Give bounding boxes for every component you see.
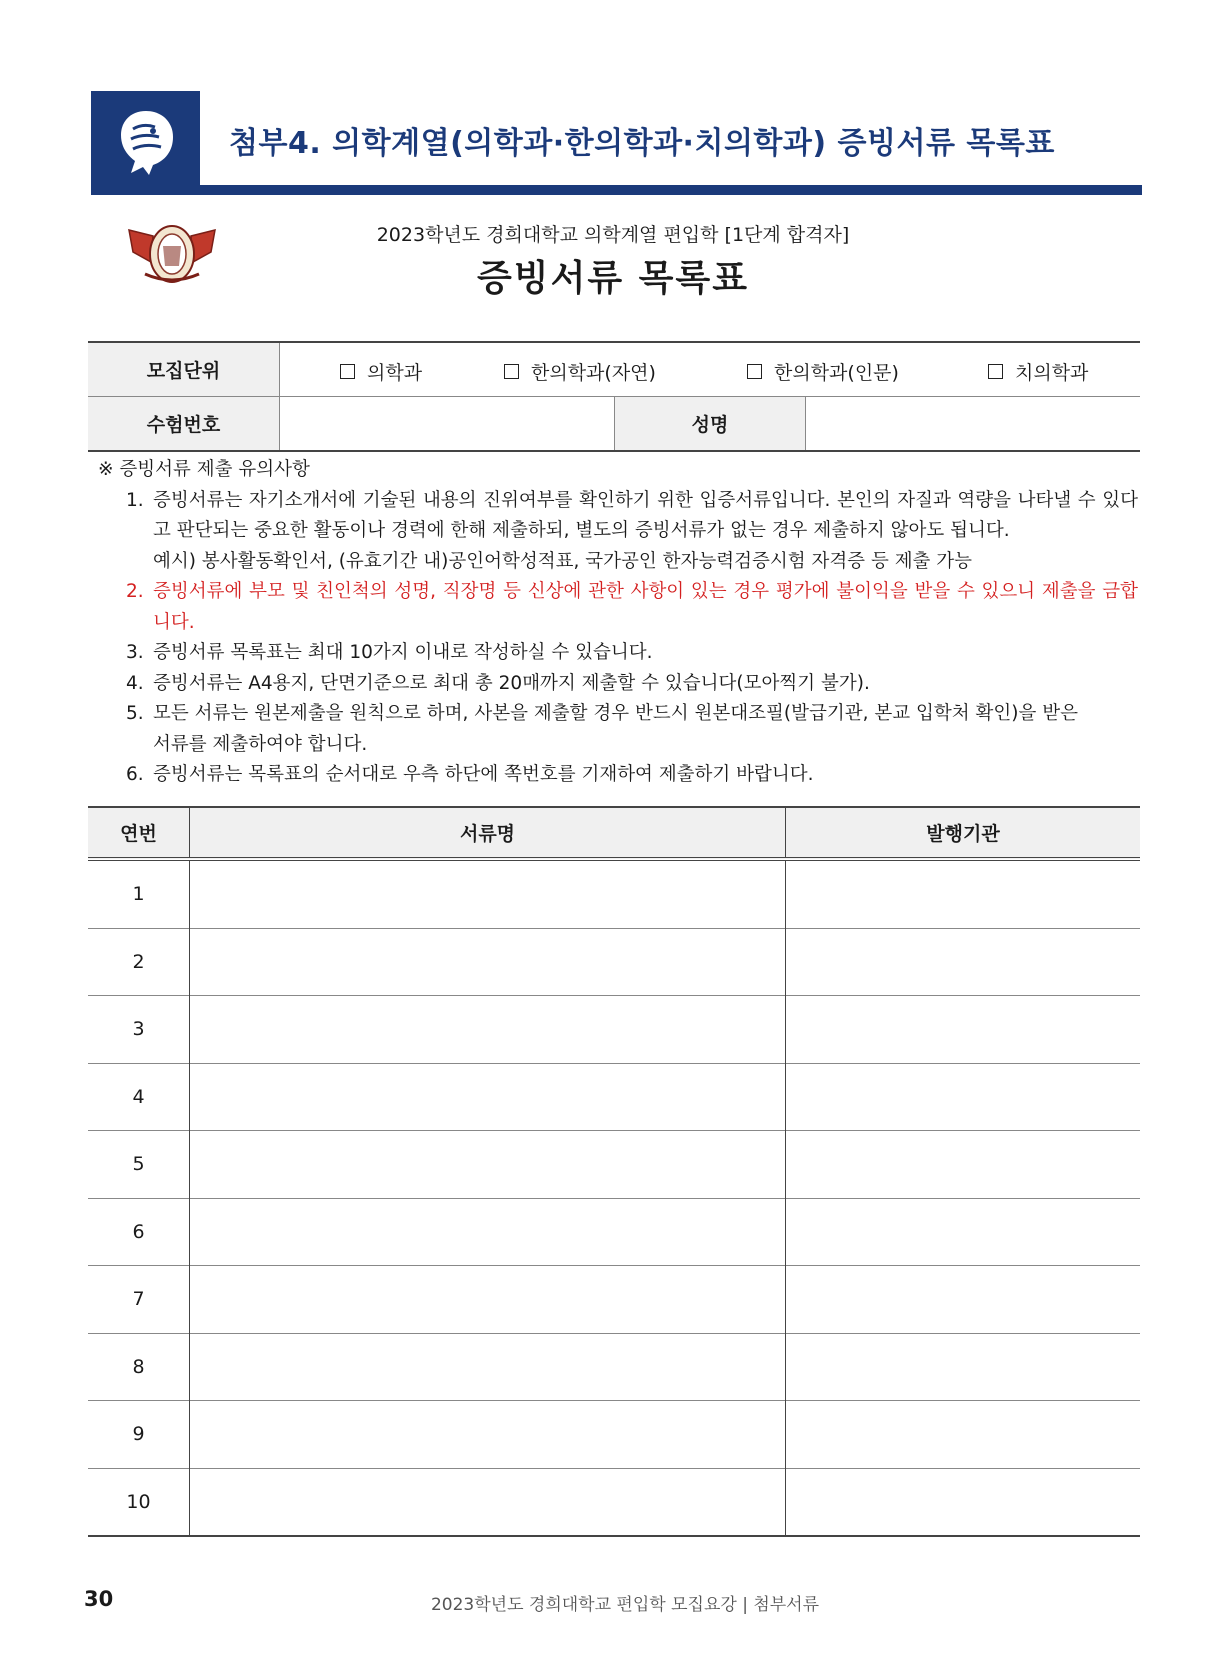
option-medicine[interactable]: [340, 358, 422, 385]
notes-list: [98, 486, 1138, 791]
row-number: 7: [88, 1266, 190, 1334]
col-header-document-name: 서류명: [190, 807, 786, 859]
unit-options-cell: [280, 342, 1141, 397]
note-item: [98, 760, 1138, 791]
option-dentistry[interactable]: [988, 358, 1088, 385]
page-number: 30: [84, 1587, 114, 1611]
documents-table: [88, 806, 1140, 1537]
document-name-cell[interactable]: [190, 859, 786, 928]
form-subtitle: [0, 220, 1226, 247]
note-text: 증빙서류는 A4용지, 단면기준으로 최대 총 20매까지 제출할 수 있습니다(모아찍기 불가).: [153, 672, 870, 694]
table-row: [88, 859, 1140, 928]
issuer-cell[interactable]: [786, 996, 1141, 1064]
table-row: [88, 996, 1140, 1064]
document-name-cell[interactable]: [190, 1131, 786, 1199]
note-example: 예시) 봉사활동확인서, (유효기간 내)공인어학성적표, 국가공인 한자능력검증시험 자격증 등 제출 가능: [153, 550, 973, 572]
row-number: 3: [88, 996, 190, 1064]
document-name-cell[interactable]: [190, 996, 786, 1064]
row-number: 2: [88, 928, 190, 996]
checkbox[interactable]: [747, 364, 762, 379]
note-text: 증빙서류에 부모 및 친인척의 성명, 직장명 등 신상에 관한 사항이 있는 경우 평가에 불이익을 받을 수 있으니 제출을 금합니다.: [153, 581, 1138, 633]
note-text: 증빙서류 목록표는 최대 10가지 이내로 작성하실 수 있습니다.: [153, 642, 653, 663]
note-number: 2.: [126, 581, 144, 602]
notes-heading: ※ 증빙서류 제출 유의사항: [98, 459, 310, 480]
document-name-cell[interactable]: [190, 1468, 786, 1536]
table-row: [88, 1198, 1140, 1266]
unit-label: 모집단위: [88, 342, 280, 397]
exam-no-label: 수험번호: [88, 397, 280, 452]
note-item: [98, 486, 1138, 578]
option-label: 한의학과(인문): [774, 362, 899, 384]
option-korean-medicine-humanities[interactable]: [747, 358, 899, 385]
document-name-cell[interactable]: [190, 1401, 786, 1469]
issuer-cell[interactable]: [786, 859, 1141, 928]
document-name-cell[interactable]: [190, 1266, 786, 1334]
note-number: 6.: [126, 764, 144, 785]
issuer-cell[interactable]: [786, 1063, 1141, 1131]
row-number: 4: [88, 1063, 190, 1131]
note-item: [98, 638, 1138, 669]
table-row: [88, 1468, 1140, 1536]
row-number: 8: [88, 1333, 190, 1401]
issuer-cell[interactable]: [786, 1131, 1141, 1199]
page-header-title: 첨부4. 의학계열(의학과·한의학과·치의학과) 증빙서류 목록표: [229, 126, 1055, 161]
row-number: 10: [88, 1468, 190, 1536]
document-name-cell[interactable]: [190, 1333, 786, 1401]
checkbox[interactable]: [340, 364, 355, 379]
option-label: 의학과: [367, 362, 423, 384]
note-number: 1.: [126, 489, 144, 511]
form-subtitle-text: 2023학년도 경희대학교 의학계열 편입학 [1단계 합격자]: [376, 224, 850, 246]
header-logo-box: [91, 91, 200, 195]
checkbox[interactable]: [988, 364, 1003, 379]
checkbox[interactable]: [504, 364, 519, 379]
issuer-cell[interactable]: [786, 1266, 1141, 1334]
option-korean-medicine-science[interactable]: [504, 358, 656, 385]
note-number: 4.: [126, 672, 144, 694]
note-text: 모든 서류는 원본제출을 원칙으로 하며, 사본을 제출할 경우 반드시 원본대조필(발급기관, 본교 입학처 확인)을 받은 서류를 제출하여야 합니다.: [153, 703, 1078, 755]
table-row: [88, 1401, 1140, 1469]
note-text: 증빙서류는 자기소개서에 기술된 내용의 진위여부를 확인하기 위한 입증서류입니다. 본인의 자질과 역량을 나타낼 수 있다고 판단되는 중요한 활동이나 경력에 한해 제출하되, 별도의 증빙서류가 없는 경우 제출하지 않아도 됩니다.: [153, 489, 1138, 541]
document-name-cell[interactable]: [190, 928, 786, 996]
table-row: [88, 1131, 1140, 1199]
col-header-issuer: 발행기관: [786, 807, 1141, 859]
issuer-cell[interactable]: [786, 1333, 1141, 1401]
table-row: [88, 1266, 1140, 1334]
submission-notes: [98, 455, 1138, 791]
form-title: 증빙서류 목록표: [477, 258, 749, 299]
table-row: [88, 1063, 1140, 1131]
option-label: 한의학과(자연): [531, 362, 656, 384]
row-number: 1: [88, 859, 190, 928]
note-item: [98, 699, 1138, 760]
issuer-cell[interactable]: [786, 1401, 1141, 1469]
table-header-row: [88, 807, 1140, 859]
documents-table-body: [88, 859, 1140, 1536]
name-label: 성명: [615, 397, 806, 452]
row-number: 6: [88, 1198, 190, 1266]
col-header-number: 연번: [88, 807, 190, 859]
issuer-cell[interactable]: [786, 1198, 1141, 1266]
row-number: 9: [88, 1401, 190, 1469]
option-label: 치의학과: [1015, 362, 1089, 384]
row-number: 5: [88, 1131, 190, 1199]
table-row: [88, 928, 1140, 996]
note-item-warning: [98, 577, 1138, 638]
note-item: [98, 669, 1138, 700]
name-field[interactable]: [806, 397, 1141, 452]
page-footer: 2023학년도 경희대학교 편입학 모집요강 | 첨부서류: [430, 1595, 820, 1615]
issuer-cell[interactable]: [786, 928, 1141, 996]
document-name-cell[interactable]: [190, 1063, 786, 1131]
note-text: 증빙서류는 목록표의 순서대로 우측 하단에 쪽번호를 기재하여 제출하기 바랍니다.: [153, 764, 814, 785]
note-number: 5.: [126, 703, 144, 724]
document-name-cell[interactable]: [190, 1198, 786, 1266]
header-rule: [91, 185, 1142, 195]
lion-logo-icon: [113, 107, 179, 179]
issuer-cell[interactable]: [786, 1468, 1141, 1536]
applicant-info-table: [88, 341, 1140, 452]
table-row: [88, 1333, 1140, 1401]
exam-no-field[interactable]: [280, 397, 615, 452]
note-number: 3.: [126, 642, 144, 663]
unit-options: [280, 343, 1140, 396]
